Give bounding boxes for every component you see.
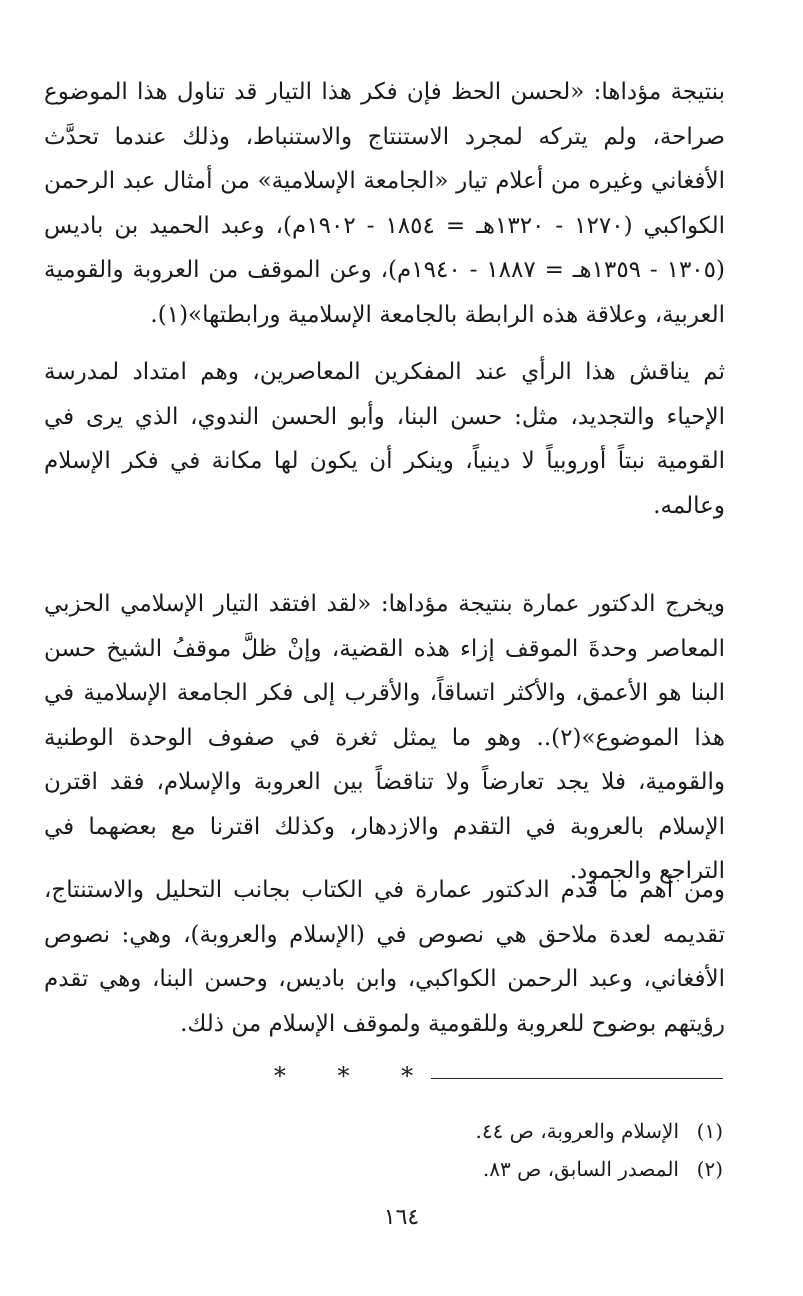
footnote-rule xyxy=(431,1078,723,1079)
section-separator: * * * xyxy=(273,1062,436,1090)
footnote-text: الإسلام والعروبة، ص ٤٤. xyxy=(475,1119,679,1143)
footnote-text: المصدر السابق، ص ٨٣. xyxy=(482,1157,679,1181)
footnote xyxy=(475,1112,723,1150)
footnote-number: (١) xyxy=(696,1119,723,1143)
paragraph-3: ويخرج الدكتور عمارة بنتيجة مؤداها: «لقد افتقد التيار الإسلامي الحزبي المعاصر وحدةَ الموقف إزاء هذه القضية، وإنْ ظلَّ موقفُ الشيخ حسن البنا هو الأعمق، والأكثر اتساقاً، والأقرب إلى فكر الجامعة الإسلامية في هذا الموضوع»(٢).. وهو ما يمثل ثغرة في صفوف الوحدة الوطنية والقومية، فلا يجد تعارضاً ولا تناقضاً بين العروبة والإسلام، فقد اقترن الإسلام بالعروبة في التقدم والازدهار، وكذلك اقترنا مع بعضهما في التراجع والجمود. xyxy=(44,591,725,884)
paragraph-2: ثم يناقش هذا الرأي عند المفكرين المعاصرين، وهم امتداد لمدرسة الإحياء والتجديد، مثل: حسن البنا، وأبو الحسن الندوي، الذي يرى في القومية نبتاً أوروبياً لا دينياً، وينكر أن يكون لها مكانة في فكر الإسلام وعالمه. xyxy=(44,359,725,519)
footnote-number: (٢) xyxy=(696,1157,723,1181)
body-text xyxy=(44,70,725,1044)
footnote xyxy=(475,1150,723,1188)
paragraph-4: ومن أهم ما قدم الدكتور عمارة في الكتاب بجانب التحليل والاستنتاج، تقديمه لعدة ملاحق هي نصوص في (الإسلام والعروبة)، وهي: نصوص الأفغاني، وعبد الرحمن الكواكبي، وابن باديس، وحسن البنا، وهي تقدم رؤيتهم بوضوح للعروبة وللقومية ولموقف الإسلام من ذلك. xyxy=(44,877,725,1037)
page-number: ١٦٤ xyxy=(383,1205,420,1230)
footnotes xyxy=(475,1112,723,1188)
paragraph-1: بنتيجة مؤداها: «لحسن الحظ فإن فكر هذا التيار قد تناول هذا الموضوع صراحة، ولم يتركه لمجرد الاستنتاج والاستنباط، وذلك عندما تحدَّث الأفغاني وغيره من أعلام تيار «الجامعة الإسلامية» من أمثال عبد الرحمن الكواكبي (١٢٧٠ - ١٣٢٠هـ = ١٨٥٤ - ١٩٠٢م)، وعبد الحميد بن باديس (١٣٠٥ - ١٣٥٩هـ = ١٨٨٧ - ١٩٤٠م)، وعن الموقف من العروبة والقومية العربية، وعلاقة هذه الرابطة بالجامعة الإسلامية ورابطتها»(١). xyxy=(44,79,725,328)
